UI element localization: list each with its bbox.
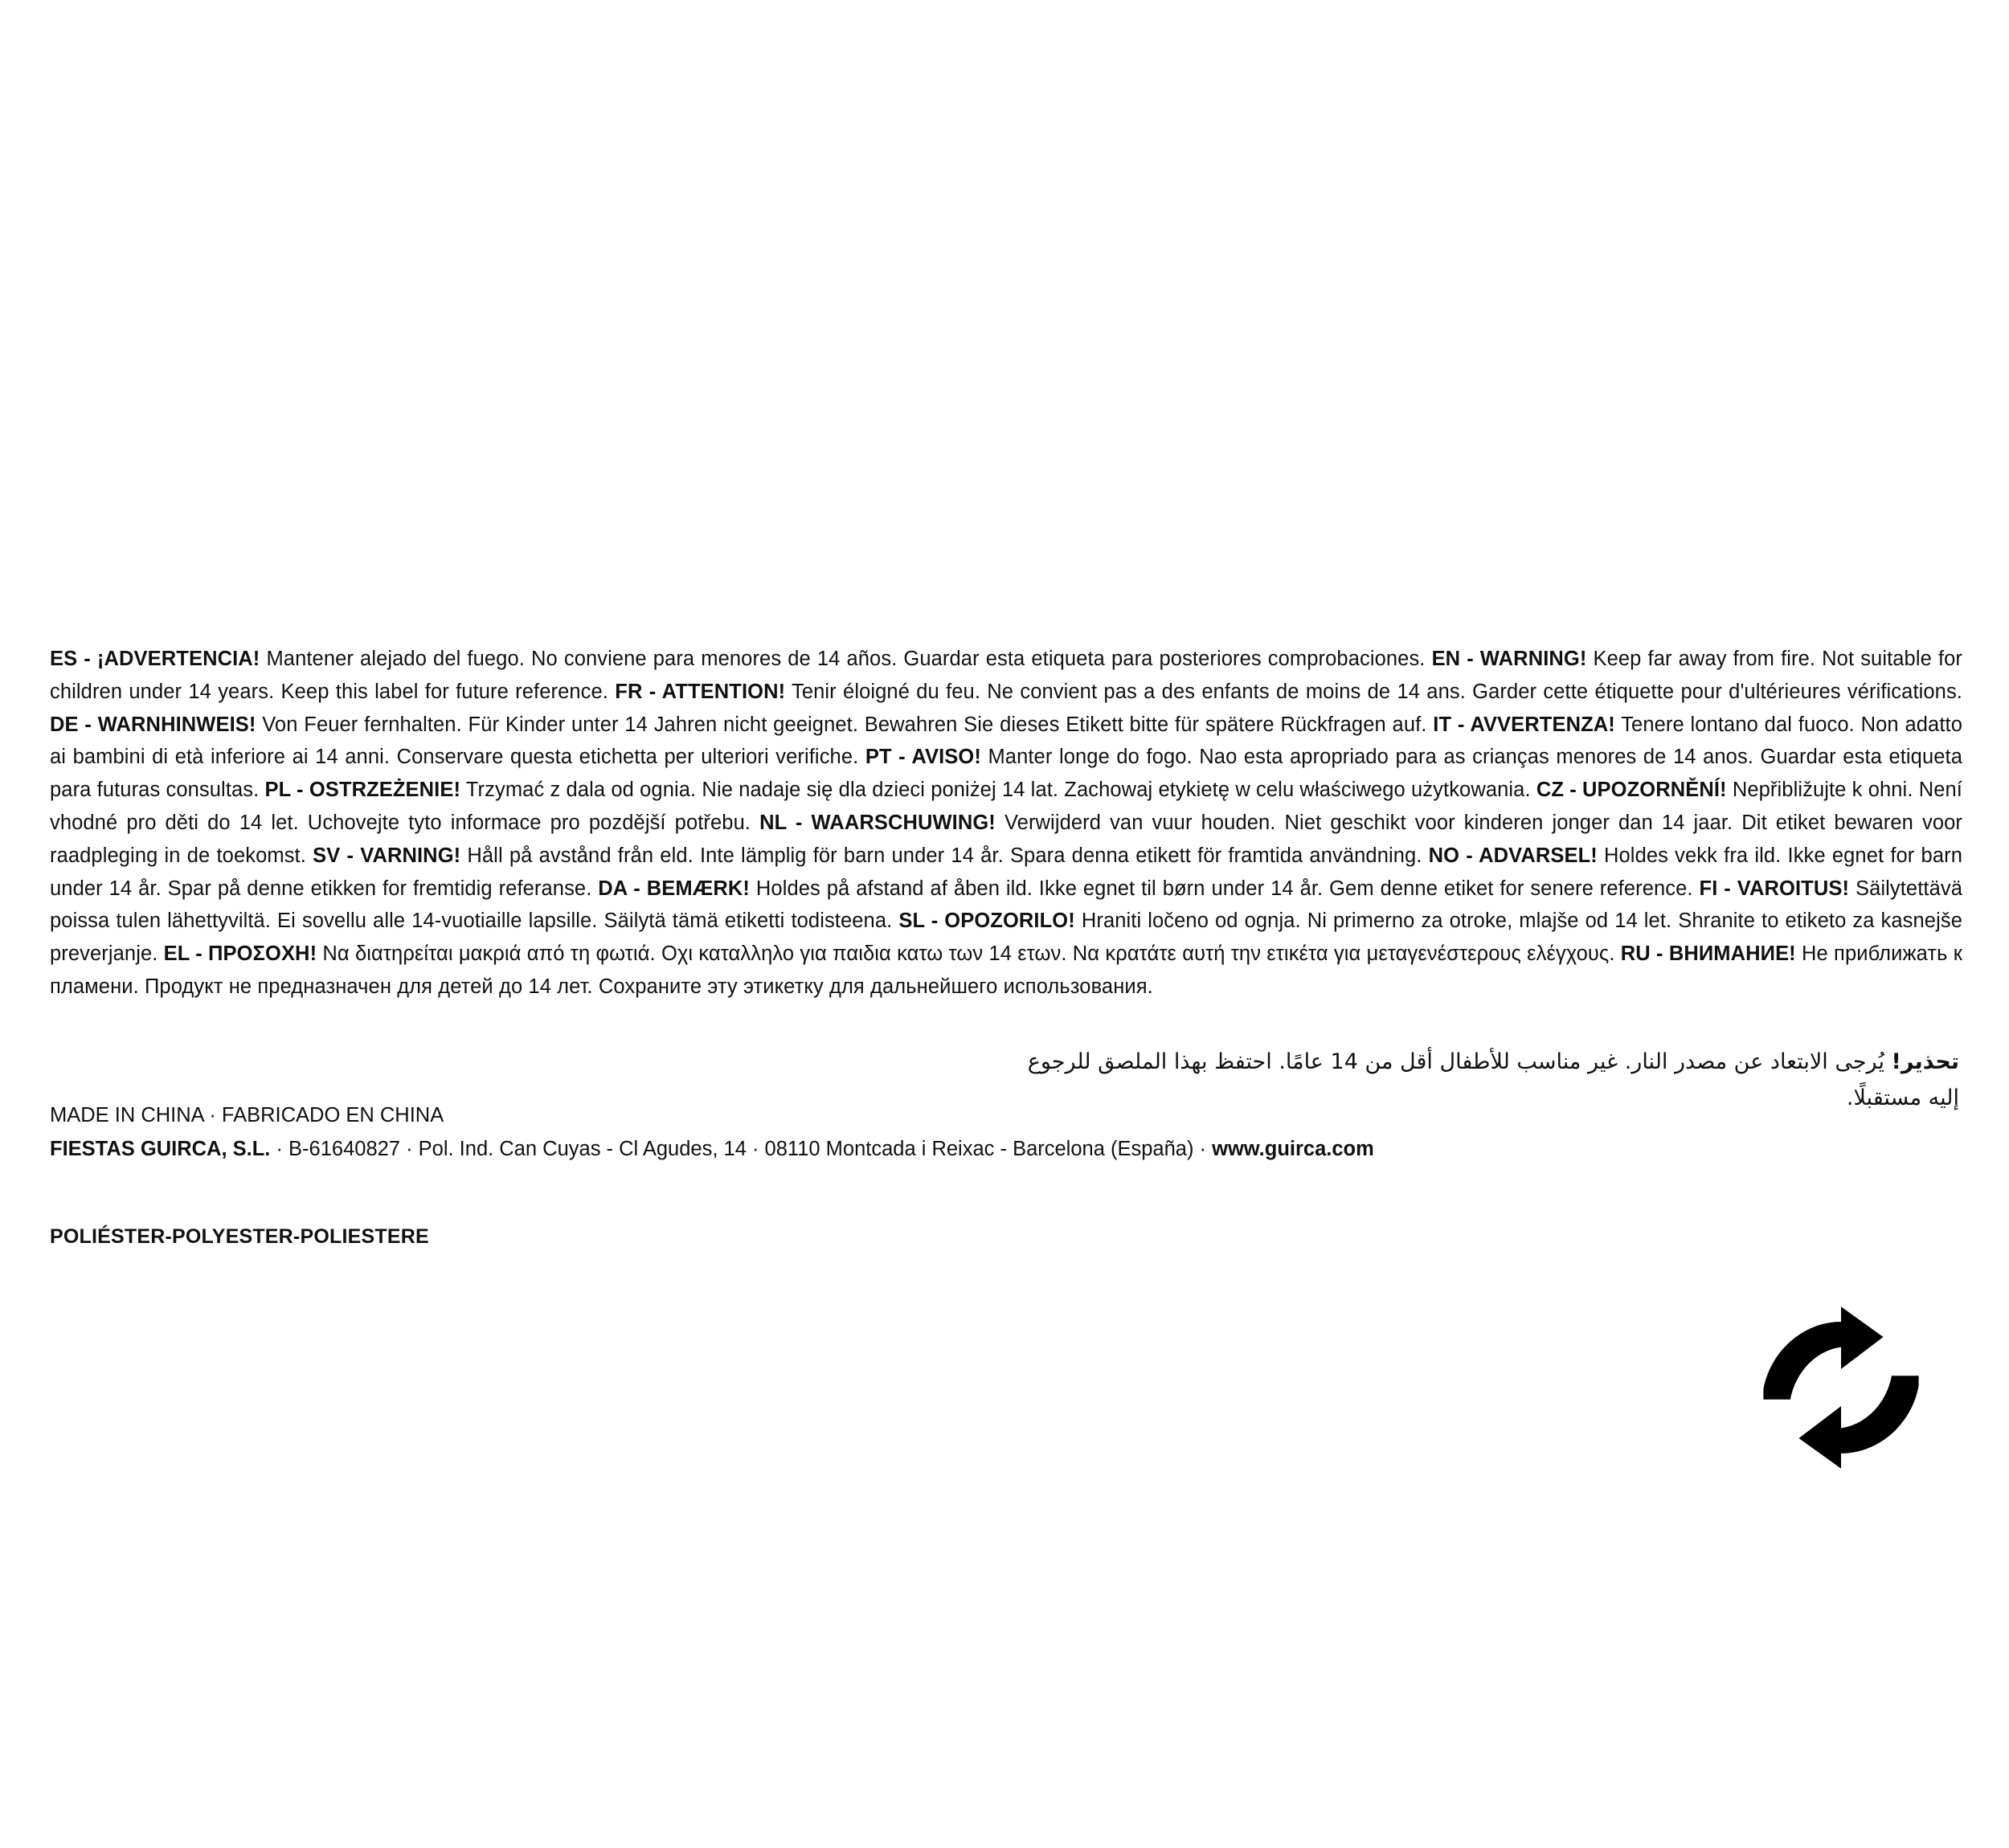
warning-text-nl: Verwijderd van vuur houden. Niet geschikt voor kinderen jonger dan 14 jaar. Dit etiket bewaren voor raadpleging in de toekomst. xyxy=(50,811,1962,867)
material-composition-line: POLIÉSTER-POLYESTER-POLIESTERE xyxy=(50,1225,429,1248)
warning-text-de: Von Feuer fernhalten. Für Kinder unter 14 Jahren nicht geeignet. Bewahren Sie dieses Etikett bitte für spätere Rückfragen auf. xyxy=(256,713,1434,736)
warning-lang-label-pt: PT - AVISO! xyxy=(865,746,981,769)
warning-text-pl: Trzymać z dala od ognia. Nie nadaje się dla dzieci poniżej 14 lat. Zachowaj etykietę w celu właściwego użytkowania. xyxy=(460,779,1536,802)
warning-text-sv: Håll på avstånd från eld. Inte lämplig för barn under 14 år. Spara denna etikett för framtida användning. xyxy=(460,844,1429,867)
warning-text-pt: Manter longe do fogo. Nao esta apropriado para as crianças menores de 14 anos. Guardar esta etiqueta para futuras consultas. xyxy=(50,746,1962,802)
warning-lang-label-fr: FR - ATTENTION! xyxy=(615,680,786,703)
arabic-warning-paragraph xyxy=(1011,1045,1959,1116)
warning-lang-label-it: IT - AVVERTENZA! xyxy=(1433,713,1615,736)
warning-text-cz: Nepřibližujte k ohni. Není vhodné pro děti do 14 let. Uchovejte tyto informace pro pozdější potřebu. xyxy=(50,779,1962,834)
company-name: FIESTAS GUIRCA, S.L. xyxy=(50,1138,271,1160)
warning-lang-label-fi: FI - VAROITUS! xyxy=(1699,877,1850,900)
arabic-warning-label: تحذير! xyxy=(1891,1049,1959,1074)
warning-lang-label-de: DE - WARNHINWEIS! xyxy=(50,713,256,736)
company-address-line xyxy=(50,1133,1374,1166)
arabic-warning-text: يُرجى الابتعاد عن مصدر النار. غير مناسب للأطفال أقل من 14 عامًا. احتفظ بهذا الملصق للرجوع إليه مستقبلًا. xyxy=(1027,1049,1959,1110)
warning-lang-label-en: EN - WARNING! xyxy=(1431,648,1587,670)
warning-lang-label-es: ES - ¡ADVERTENCIA! xyxy=(50,648,260,670)
warning-text-da: Holdes på afstand af åben ild. Ikke egnet til børn under 14 år. Gem denne etiket for senere reference. xyxy=(749,877,1700,900)
warning-text-ru: Не приближать к пламени. Продукт не предназначен для детей до 14 лет. Сохраните эту этикетку для дальнейшего использования. xyxy=(50,942,1962,998)
company-website: www.guirca.com xyxy=(1212,1138,1374,1160)
warning-lang-label-no: NO - ADVARSEL! xyxy=(1428,844,1598,867)
warning-lang-label-sv: SV - VARNING! xyxy=(313,844,461,867)
company-details: · B-61640827 · Pol. Ind. Can Cuyas - Cl Agudes, 14 · 08110 Montcada i Reixac - Barcelona (España) · xyxy=(270,1138,1213,1160)
warning-lang-label-sl: SL - OPOZORILO! xyxy=(898,910,1075,933)
warning-text-no: Holdes vekk fra ild. Ikke egnet for barn under 14 år. Spar på denne etikken for fremtidig referanse. xyxy=(50,844,1962,900)
warning-lang-label-da: DA - BEMÆRK! xyxy=(598,877,750,900)
warning-lang-label-nl: NL - WAARSCHUWING! xyxy=(759,811,996,834)
warning-lang-label-cz: CZ - UPOZORNĚNÍ! xyxy=(1536,779,1727,802)
multilingual-warning-paragraph xyxy=(50,643,1962,1004)
warning-text-it: Tenere lontano dal fuoco. Non adatto ai bambini di età inferiore ai 14 anni. Conservare questa etichetta per ulteriori verifiche. xyxy=(50,713,1962,769)
warning-text-fi: Säilytettävä poissa tulen lähettyviltä. Ei sovellu alle 14-vuotiaille lapsille. Säilytä tämä etiketti todisteena. xyxy=(50,877,1962,933)
warning-text-fr: Tenir éloigné du feu. Ne convient pas a des enfants de moins de 14 ans. Garder cette étiquette pour d'ultérieures vérifications. xyxy=(785,680,1962,703)
warning-lang-label-ru: RU - ВНИМАНИЕ! xyxy=(1620,942,1796,966)
warning-text-el: Να διατηρείται μακριά από τη φωτιά. Οχι καταλληλο για παιδια κατω των 14 ετων. Να κρατάτε αυτή την ετικέτα για μεταγενέστερους ελέγχους. xyxy=(317,942,1621,966)
made-in-line: MADE IN CHINA · FABRICADO EN CHINA xyxy=(50,1104,444,1126)
green-dot-recycling-icon xyxy=(1757,1303,1925,1472)
warning-text-es: Mantener alejado del fuego. No conviene para menores de 14 años. Guardar esta etiqueta para posteriores comprobaciones. xyxy=(260,648,1432,670)
warning-text-sl: Hraniti ločeno od ognja. Ni primerno za otroke, mlajše od 14 let. Shranite to etiketo za kasnejše preverjanje. xyxy=(50,910,1962,966)
warning-lang-label-el: EL - ΠΡΟΣΟΧΗ! xyxy=(163,942,317,966)
warning-text-en: Keep far away from fire. Not suitable for children under 14 years. Keep this label for future reference. xyxy=(50,648,1963,703)
warning-lang-label-pl: PL - OSTRZEŻENIE! xyxy=(264,779,461,802)
